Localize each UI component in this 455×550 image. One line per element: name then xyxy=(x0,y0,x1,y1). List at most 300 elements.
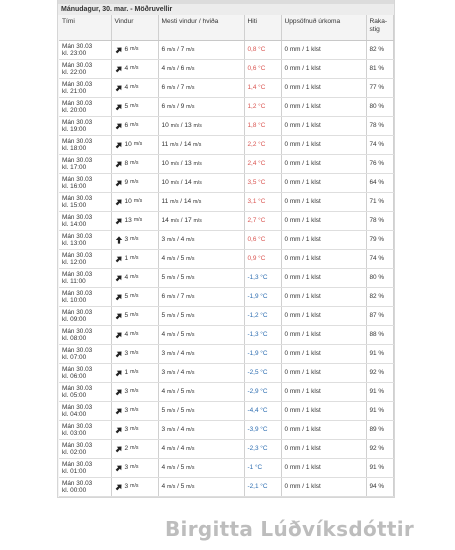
gust-value: 4 xyxy=(180,235,185,243)
wind-speed: 3 xyxy=(124,483,129,491)
wind-speed: 2 xyxy=(124,445,129,453)
gust-unit: m/s xyxy=(186,445,195,452)
temperature-cell xyxy=(244,136,281,155)
humidity-unit: % xyxy=(378,236,385,244)
precipitation-cell xyxy=(281,421,366,440)
humidity-value: 87 xyxy=(369,312,377,320)
day-label: Mán 30.03 xyxy=(62,460,93,468)
table-row xyxy=(59,440,393,459)
gust-cell xyxy=(158,364,244,383)
humidity-unit: % xyxy=(378,407,385,415)
temperature-cell xyxy=(244,288,281,307)
wind-cell xyxy=(111,478,158,497)
wind-cell xyxy=(111,250,158,269)
gust-unit: m/s xyxy=(186,84,195,91)
gust-cell xyxy=(158,193,244,212)
gust-separator: / xyxy=(177,387,179,395)
humidity-unit: % xyxy=(378,483,385,491)
wind-direction-arrow-icon xyxy=(115,236,123,244)
humidity-cell xyxy=(366,60,393,79)
gust-cell xyxy=(158,155,244,174)
gust-cell xyxy=(158,250,244,269)
hour-label: kl. 05:00 xyxy=(62,392,87,399)
temperature-value: -1,2 xyxy=(247,312,259,320)
observation-table xyxy=(59,15,394,497)
mean-wind-unit: m/s xyxy=(166,350,176,357)
temperature-value: -1 xyxy=(247,464,254,472)
table-row xyxy=(59,421,393,440)
gust-value: 17 xyxy=(184,216,192,224)
precipitation-unit: mm / 1 klst xyxy=(289,426,321,434)
humidity-cell xyxy=(366,269,393,288)
wind-speed: 4 xyxy=(124,84,129,92)
wind-direction-arrow-icon xyxy=(115,274,123,282)
humidity-unit: % xyxy=(378,426,385,434)
temperature-value: 1,2 xyxy=(247,103,257,111)
precipitation-cell xyxy=(281,326,366,345)
gust-separator: / xyxy=(177,330,179,338)
humidity-value: 78 xyxy=(369,122,377,130)
humidity-value: 74 xyxy=(369,255,377,263)
precipitation-unit: mm / 1 klst xyxy=(289,369,321,377)
mean-wind-value: 6 xyxy=(161,292,166,300)
humidity-cell xyxy=(366,402,393,421)
temperature-unit: °C xyxy=(258,65,266,73)
wind-speed: 1 xyxy=(124,369,129,377)
gust-separator: / xyxy=(177,311,179,319)
hour-label: kl. 13:00 xyxy=(62,240,87,247)
hour-label: kl. 01:00 xyxy=(62,468,87,475)
gust-unit: m/s xyxy=(186,388,195,395)
gust-separator: / xyxy=(180,197,183,205)
temperature-unit: °C xyxy=(258,179,266,187)
hour-label: kl. 03:00 xyxy=(62,430,87,437)
wind-speed: 3 xyxy=(124,236,129,244)
precipitation-unit: mm / 1 klst xyxy=(289,483,321,491)
humidity-value: 71 xyxy=(369,198,377,206)
gust-value: 7 xyxy=(180,45,185,53)
gust-cell xyxy=(158,136,244,155)
temperature-unit: °C xyxy=(260,369,268,377)
table-row xyxy=(59,345,393,364)
gust-separator: / xyxy=(177,368,179,376)
wind-unit: m/s xyxy=(130,407,139,414)
temperature-value: 2,7 xyxy=(247,217,257,225)
temperature-cell xyxy=(244,345,281,364)
precipitation-cell xyxy=(281,364,366,383)
wind-unit: m/s xyxy=(130,274,139,281)
temperature-value: 3,1 xyxy=(247,198,257,206)
mean-wind-value: 4 xyxy=(161,444,166,452)
column-header-precipitation: Uppsöfnuð úrkoma xyxy=(281,15,366,41)
humidity-value: 91 xyxy=(369,350,377,358)
precipitation-unit: mm / 1 klst xyxy=(289,122,321,130)
precipitation-cell xyxy=(281,250,366,269)
precipitation-cell xyxy=(281,155,366,174)
hour-label: kl. 04:00 xyxy=(62,411,87,418)
gust-value: 5 xyxy=(180,311,185,319)
gust-cell xyxy=(158,288,244,307)
temperature-cell xyxy=(244,269,281,288)
wind-cell xyxy=(111,421,158,440)
precipitation-value: 0 xyxy=(284,236,289,244)
precipitation-unit: mm / 1 klst xyxy=(289,445,321,453)
mean-wind-value: 3 xyxy=(161,425,166,433)
wind-unit: m/s xyxy=(133,217,143,224)
wind-speed: 4 xyxy=(124,274,129,282)
wind-speed: 6 xyxy=(124,122,129,130)
time-cell xyxy=(59,117,111,136)
hour-label: kl. 09:00 xyxy=(62,316,87,323)
wind-cell xyxy=(111,307,158,326)
precipitation-value: 0 xyxy=(284,65,289,73)
wind-unit: m/s xyxy=(130,255,139,262)
temperature-cell xyxy=(244,421,281,440)
temperature-cell xyxy=(244,193,281,212)
precipitation-value: 0 xyxy=(284,407,289,415)
gust-cell xyxy=(158,212,244,231)
humidity-cell xyxy=(366,383,393,402)
gust-unit: m/s xyxy=(186,293,195,300)
day-label: Mán 30.03 xyxy=(62,118,93,126)
humidity-unit: % xyxy=(378,46,385,54)
table-row xyxy=(59,117,393,136)
precipitation-cell xyxy=(281,269,366,288)
gust-cell xyxy=(158,478,244,497)
time-cell xyxy=(59,326,111,345)
gust-unit: m/s xyxy=(193,122,202,129)
gust-cell xyxy=(158,41,244,60)
humidity-unit: % xyxy=(378,293,385,301)
time-cell xyxy=(59,383,111,402)
precipitation-value: 0 xyxy=(284,141,289,149)
humidity-cell xyxy=(366,307,393,326)
humidity-cell xyxy=(366,41,393,60)
temperature-cell xyxy=(244,326,281,345)
humidity-cell xyxy=(366,478,393,497)
gust-value: 5 xyxy=(180,273,185,281)
humidity-cell xyxy=(366,212,393,231)
wind-cell xyxy=(111,136,158,155)
wind-direction-arrow-icon xyxy=(115,312,123,320)
precipitation-value: 0 xyxy=(284,84,289,92)
wind-cell xyxy=(111,402,158,421)
mean-wind-value: 4 xyxy=(161,64,166,72)
temperature-unit: °C xyxy=(260,483,268,491)
gust-cell xyxy=(158,98,244,117)
mean-wind-unit: m/s xyxy=(170,122,179,129)
wind-speed: 3 xyxy=(124,350,129,358)
wind-unit: m/s xyxy=(130,331,139,338)
wind-cell xyxy=(111,174,158,193)
wind-direction-arrow-icon xyxy=(115,350,123,358)
humidity-unit: % xyxy=(378,122,385,130)
temperature-unit: °C xyxy=(260,274,268,282)
gust-cell xyxy=(158,269,244,288)
hour-label: kl. 00:00 xyxy=(62,487,87,494)
wind-cell xyxy=(111,231,158,250)
temperature-cell xyxy=(244,212,281,231)
gust-unit: m/s xyxy=(186,274,195,281)
precipitation-cell xyxy=(281,440,366,459)
day-label: Mán 30.03 xyxy=(62,479,93,487)
wind-cell xyxy=(111,98,158,117)
wind-direction-arrow-icon xyxy=(115,407,123,415)
mean-wind-value: 4 xyxy=(161,330,166,338)
temperature-value: -3,9 xyxy=(247,426,259,434)
hour-label: kl. 06:00 xyxy=(62,373,87,380)
day-label: Mán 30.03 xyxy=(62,422,93,430)
mean-wind-value: 4 xyxy=(161,463,166,471)
precipitation-cell xyxy=(281,193,366,212)
time-cell xyxy=(59,478,111,497)
temperature-unit: °C xyxy=(258,160,266,168)
precipitation-unit: mm / 1 klst xyxy=(289,255,321,263)
temperature-unit: °C xyxy=(258,103,266,111)
hour-label: kl. 23:00 xyxy=(62,50,87,57)
temperature-unit: °C xyxy=(260,445,268,453)
humidity-value: 92 xyxy=(369,445,377,453)
precipitation-unit: mm / 1 klst xyxy=(289,84,321,92)
temperature-cell xyxy=(244,307,281,326)
gust-value: 6 xyxy=(180,64,185,72)
table-row xyxy=(59,212,393,231)
temperature-value: 1,8 xyxy=(247,122,257,130)
precipitation-cell xyxy=(281,478,366,497)
table-row xyxy=(59,60,393,79)
day-label: Mán 30.03 xyxy=(62,403,93,411)
hour-label: kl. 22:00 xyxy=(62,69,87,76)
humidity-cell xyxy=(366,79,393,98)
gust-unit: m/s xyxy=(193,179,202,186)
wind-speed: 5 xyxy=(124,293,129,301)
day-title: Mánudagur, 30. mar. - Möðruvellir xyxy=(58,4,394,15)
precipitation-unit: mm / 1 klst xyxy=(289,464,321,472)
gust-value: 14 xyxy=(184,178,192,186)
humidity-unit: % xyxy=(378,350,385,358)
wind-direction-arrow-icon xyxy=(115,293,123,301)
gust-value: 9 xyxy=(180,102,185,110)
gust-separator: / xyxy=(177,444,179,452)
mean-wind-value: 5 xyxy=(161,311,166,319)
gust-separator: / xyxy=(177,235,179,243)
humidity-cell xyxy=(366,288,393,307)
hour-label: kl. 14:00 xyxy=(62,221,87,228)
gust-unit: m/s xyxy=(186,312,195,319)
mean-wind-unit: m/s xyxy=(166,369,176,376)
precipitation-cell xyxy=(281,41,366,60)
gust-value: 7 xyxy=(180,83,185,91)
mean-wind-unit: m/s xyxy=(170,198,179,205)
mean-wind-unit: m/s xyxy=(166,407,176,414)
hour-label: kl. 15:00 xyxy=(62,202,87,209)
temperature-cell xyxy=(244,402,281,421)
precipitation-value: 0 xyxy=(284,160,289,168)
table-row xyxy=(59,155,393,174)
wind-speed: 10 xyxy=(124,141,132,149)
temperature-unit: °C xyxy=(258,217,266,225)
gust-value: 5 xyxy=(180,406,185,414)
mean-wind-value: 6 xyxy=(161,83,166,91)
table-row xyxy=(59,269,393,288)
hour-label: kl. 18:00 xyxy=(62,145,87,152)
temperature-unit: °C xyxy=(260,426,268,434)
precipitation-cell xyxy=(281,383,366,402)
wind-cell xyxy=(111,269,158,288)
temperature-value: -1,9 xyxy=(247,293,259,301)
wind-speed: 5 xyxy=(124,312,129,320)
gust-value: 4 xyxy=(180,349,185,357)
mean-wind-unit: m/s xyxy=(166,255,176,262)
wind-unit: m/s xyxy=(130,426,139,433)
precipitation-value: 0 xyxy=(284,179,289,187)
gust-cell xyxy=(158,326,244,345)
humidity-cell xyxy=(366,421,393,440)
wind-unit: m/s xyxy=(133,141,143,148)
time-cell xyxy=(59,421,111,440)
humidity-value: 74 xyxy=(369,141,377,149)
wind-speed: 10 xyxy=(124,198,132,206)
wind-cell xyxy=(111,41,158,60)
table-row xyxy=(59,174,393,193)
wind-unit: m/s xyxy=(130,369,139,376)
gust-value: 5 xyxy=(180,463,185,471)
humidity-value: 82 xyxy=(369,293,377,301)
wind-direction-arrow-icon xyxy=(115,46,123,54)
watermark: Birgitta Lúðvíksdóttir xyxy=(165,517,415,541)
temperature-value: 3,5 xyxy=(247,179,257,187)
temperature-unit: °C xyxy=(258,141,266,149)
wind-cell xyxy=(111,326,158,345)
gust-separator: / xyxy=(180,140,183,148)
time-cell xyxy=(59,250,111,269)
hour-label: kl. 17:00 xyxy=(62,164,87,171)
day-label: Mán 30.03 xyxy=(62,213,93,221)
temperature-value: -2,1 xyxy=(247,483,259,491)
mean-wind-value: 10 xyxy=(161,121,169,129)
humidity-unit: % xyxy=(378,179,385,187)
precipitation-unit: mm / 1 klst xyxy=(289,293,321,301)
precipitation-value: 0 xyxy=(284,255,289,263)
table-row xyxy=(59,402,393,421)
precipitation-value: 0 xyxy=(284,350,289,358)
time-cell xyxy=(59,60,111,79)
precipitation-unit: mm / 1 klst xyxy=(289,274,321,282)
gust-cell xyxy=(158,60,244,79)
mean-wind-unit: m/s xyxy=(166,483,176,490)
time-cell xyxy=(59,79,111,98)
table-row xyxy=(59,326,393,345)
humidity-unit: % xyxy=(378,388,385,396)
gust-cell xyxy=(158,345,244,364)
temperature-value: -2,3 xyxy=(247,445,259,453)
mean-wind-unit: m/s xyxy=(166,46,176,53)
hour-label: kl. 20:00 xyxy=(62,107,87,114)
gust-separator: / xyxy=(177,292,179,300)
precipitation-value: 0 xyxy=(284,274,289,282)
day-label: Mán 30.03 xyxy=(62,175,93,183)
precipitation-cell xyxy=(281,402,366,421)
temperature-unit: °C xyxy=(260,312,268,320)
mean-wind-unit: m/s xyxy=(170,179,179,186)
mean-wind-unit: m/s xyxy=(166,274,176,281)
humidity-unit: % xyxy=(378,312,385,320)
humidity-unit: % xyxy=(378,217,385,225)
mean-wind-unit: m/s xyxy=(170,217,179,224)
humidity-unit: % xyxy=(378,255,385,263)
gust-value: 4 xyxy=(180,368,185,376)
gust-cell xyxy=(158,307,244,326)
table-row xyxy=(59,383,393,402)
table-row xyxy=(59,79,393,98)
wind-unit: m/s xyxy=(130,445,139,452)
day-label: Mán 30.03 xyxy=(62,365,93,373)
mean-wind-value: 11 xyxy=(161,197,169,205)
humidity-unit: % xyxy=(378,464,385,472)
temperature-unit: °C xyxy=(258,46,266,54)
mean-wind-unit: m/s xyxy=(166,312,176,319)
gust-separator: / xyxy=(180,121,183,129)
wind-cell xyxy=(111,383,158,402)
temperature-cell xyxy=(244,79,281,98)
time-cell xyxy=(59,364,111,383)
hour-label: kl. 12:00 xyxy=(62,259,87,266)
precipitation-unit: mm / 1 klst xyxy=(289,312,321,320)
mean-wind-unit: m/s xyxy=(166,445,176,452)
wind-unit: m/s xyxy=(130,179,139,186)
humidity-value: 91 xyxy=(369,388,377,396)
mean-wind-value: 4 xyxy=(161,254,166,262)
column-header-wind: Vindur xyxy=(111,15,158,41)
wind-cell xyxy=(111,79,158,98)
day-label: Mán 30.03 xyxy=(62,61,93,69)
gust-separator: / xyxy=(177,83,179,91)
day-label: Mán 30.03 xyxy=(62,80,93,88)
temperature-value: -1,3 xyxy=(247,331,259,339)
gust-unit: m/s xyxy=(186,407,195,414)
temperature-unit: °C xyxy=(258,236,266,244)
precipitation-unit: mm / 1 klst xyxy=(289,179,321,187)
precipitation-cell xyxy=(281,231,366,250)
gust-unit: m/s xyxy=(193,160,202,167)
gust-cell xyxy=(158,383,244,402)
precipitation-value: 0 xyxy=(284,464,289,472)
day-label: Mán 30.03 xyxy=(62,308,93,316)
wind-unit: m/s xyxy=(130,122,139,129)
temperature-value: 0,6 xyxy=(247,65,257,73)
time-cell xyxy=(59,98,111,117)
mean-wind-value: 4 xyxy=(161,387,166,395)
temperature-unit: °C xyxy=(258,84,266,92)
humidity-value: 78 xyxy=(369,217,377,225)
day-label: Mán 30.03 xyxy=(62,327,93,335)
table-row xyxy=(59,364,393,383)
gust-separator: / xyxy=(177,102,179,110)
wind-direction-arrow-icon xyxy=(115,198,123,206)
humidity-unit: % xyxy=(378,141,385,149)
precipitation-value: 0 xyxy=(284,312,289,320)
gust-separator: / xyxy=(180,216,183,224)
wind-cell xyxy=(111,60,158,79)
mean-wind-unit: m/s xyxy=(166,236,176,243)
precipitation-cell xyxy=(281,60,366,79)
precipitation-unit: mm / 1 klst xyxy=(289,160,321,168)
wind-speed: 4 xyxy=(124,331,129,339)
time-cell xyxy=(59,345,111,364)
humidity-unit: % xyxy=(378,160,385,168)
time-cell xyxy=(59,307,111,326)
day-label: Mán 30.03 xyxy=(62,270,93,278)
